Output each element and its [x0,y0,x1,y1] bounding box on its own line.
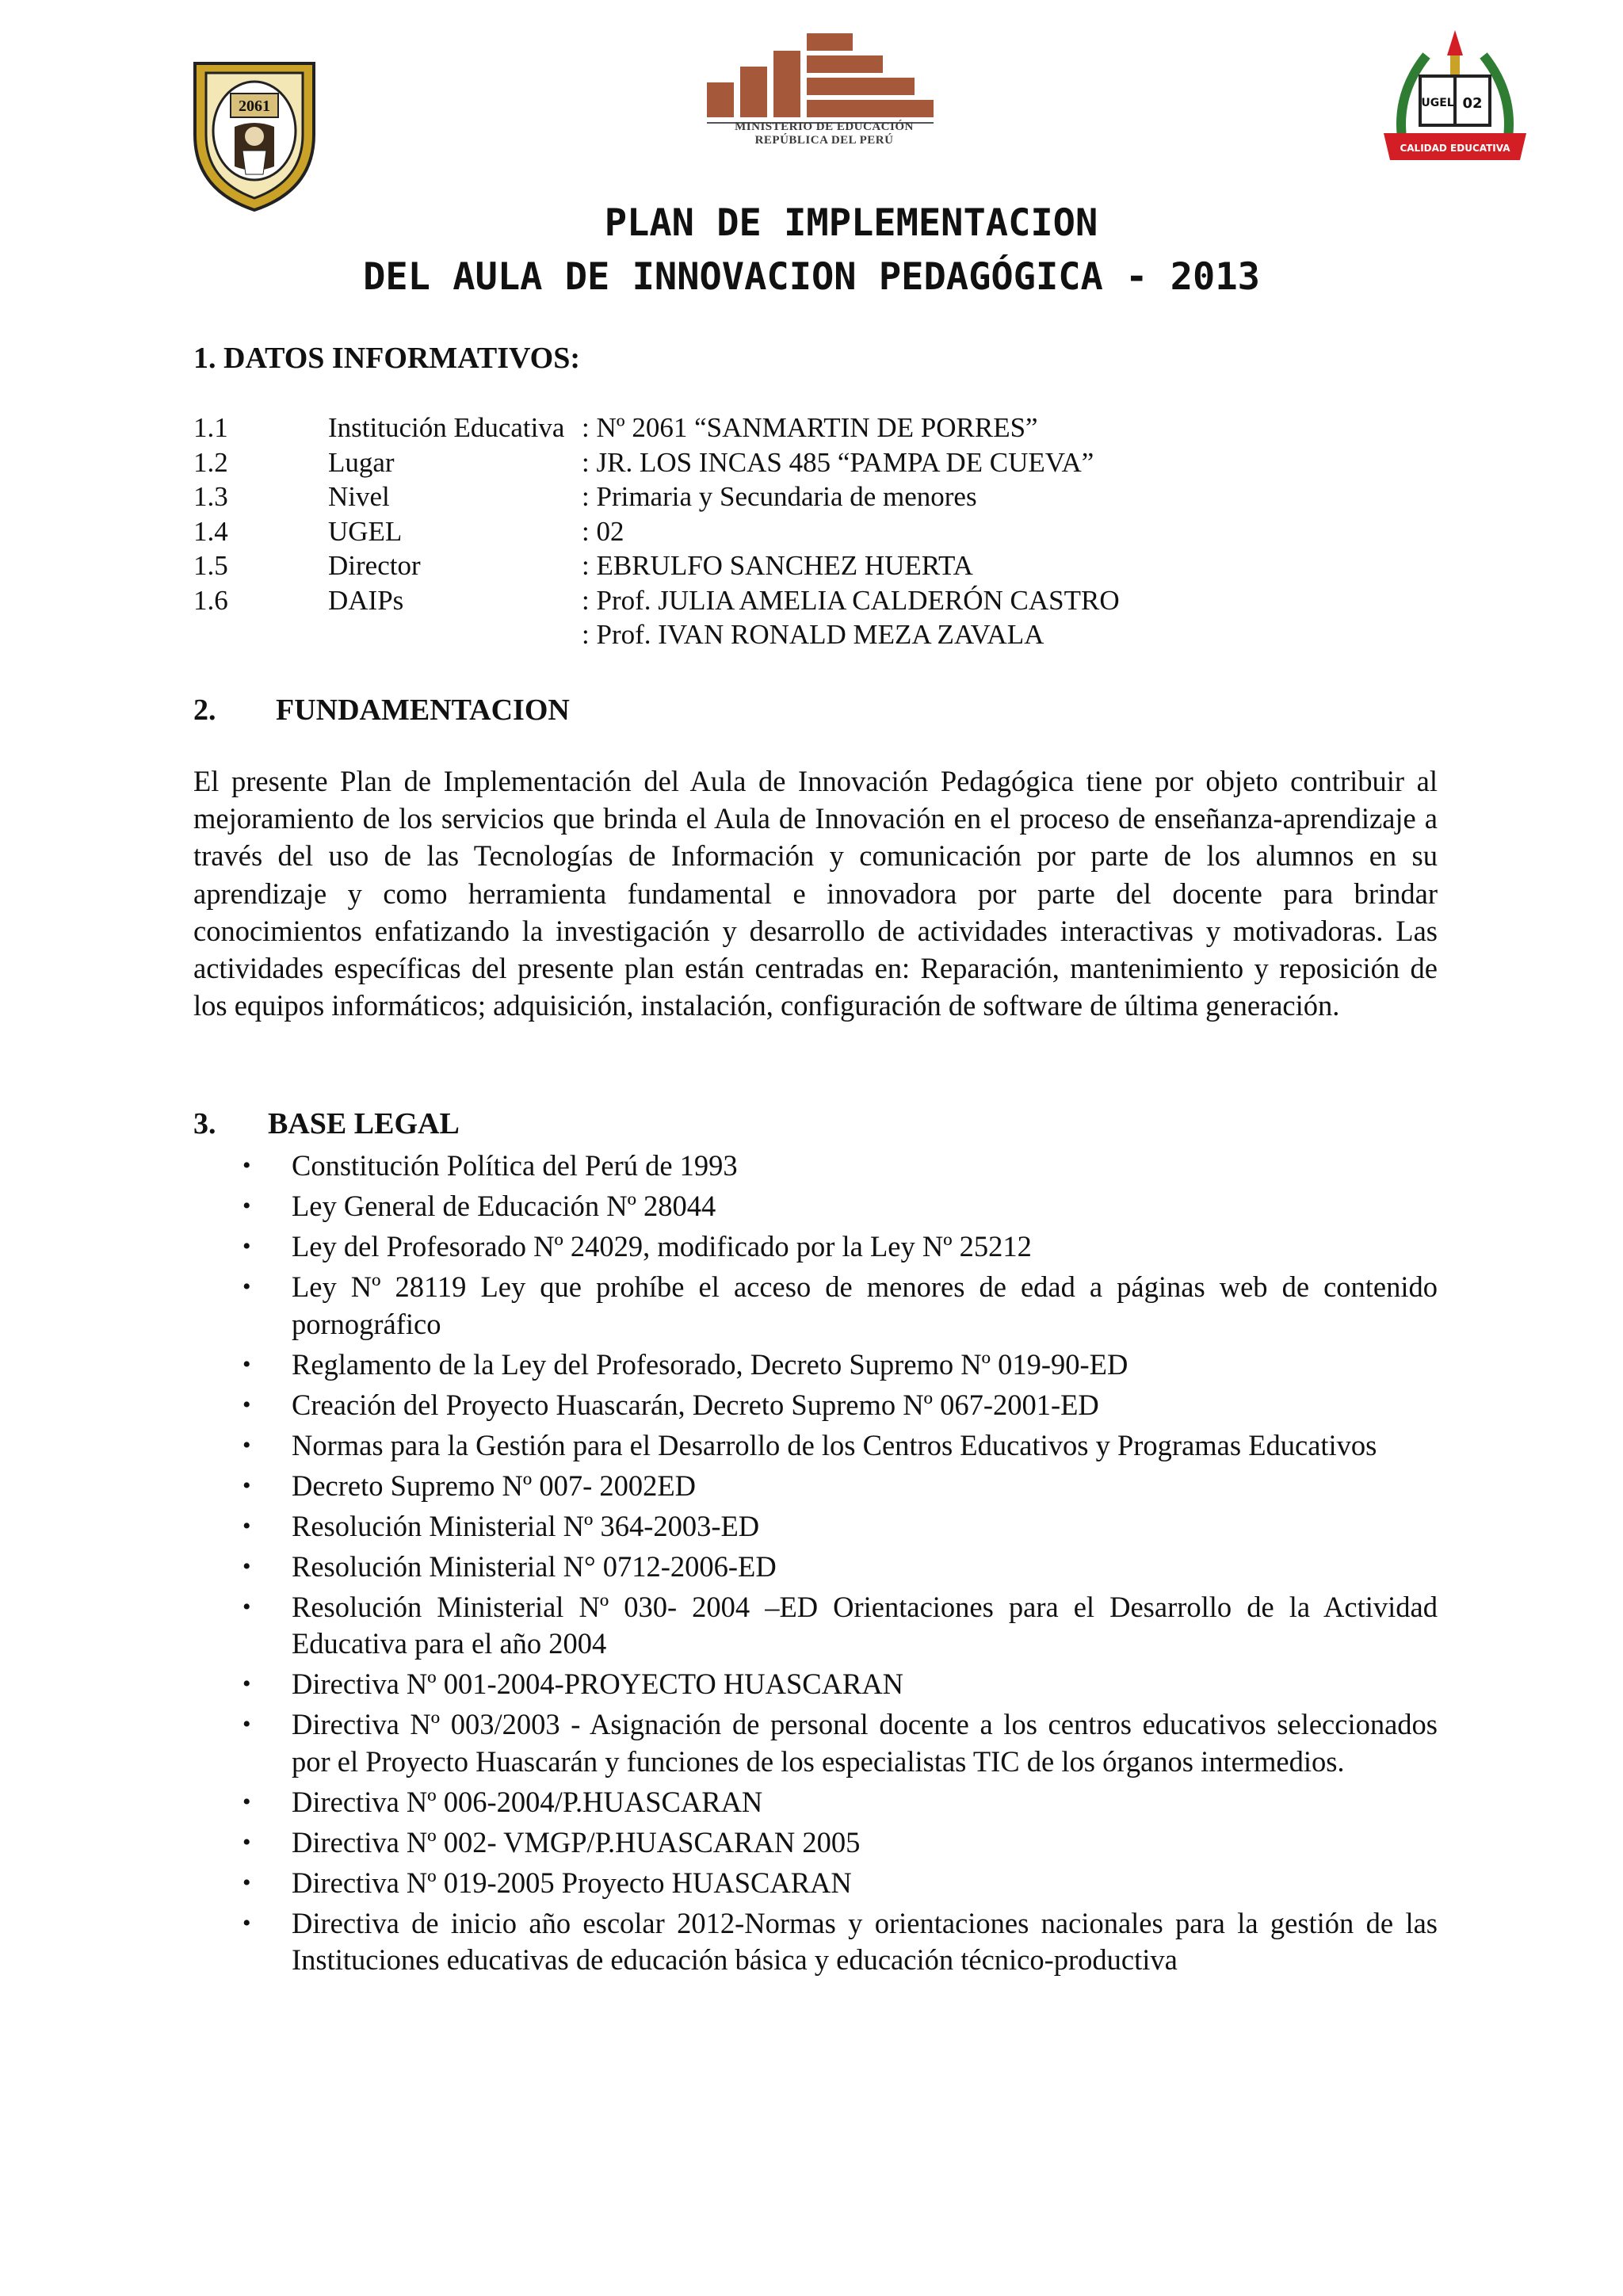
seal-number: 2061 [239,97,270,115]
page-title-line2: DEL AULA DE INNOVACION PEDAGÓGICA - 2013 [363,255,1260,299]
section3-title: BASE LEGAL [268,1107,460,1140]
logo-bar-6 [807,78,915,95]
list-item [193,1549,1438,1586]
logo-bar-3 [773,51,800,117]
bullet-icon: • [242,1350,251,1377]
list-item-text: Resolución Ministerial Nº 030- 2004 –ED Orientaciones para el Desarrollo de la Actividad Educativa para el año 2004 [292,1590,1438,1660]
info-value: : Primaria y Secundaria de menores [582,481,977,512]
list-item-text: Directiva Nº 003/2003 - Asignación de personal docente a los centros educativos seleccionados por el Proyecto Huascarán y funciones de los especialistas TIC de los órganos intermedios. [292,1708,1438,1778]
info-row [193,548,1461,583]
list-item-text: Normas para la Gestión para el Desarrollo de los Centros Educativos y Programas Educativos [292,1428,1377,1461]
legal-list [193,1148,1438,1982]
ugel-logo [1379,24,1531,166]
page-title-line1: PLAN DE IMPLEMENTACION [604,201,1098,245]
info-num: 1.2 [193,446,228,478]
info-row [193,411,1461,445]
info-label: Lugar [328,446,395,478]
bullet-icon: • [242,1711,251,1737]
list-item [193,1784,1438,1821]
section1-heading: 1. DATOS INFORMATIVOS: [193,342,581,375]
list-item-text: Ley General de Educación Nº 28044 [292,1190,716,1222]
info-num: 1.4 [193,515,228,547]
list-item-text: Resolución Ministerial Nº 364-2003-ED [292,1509,760,1542]
info-num: 1.3 [193,481,228,512]
info-label: Director [328,550,421,581]
bullet-icon: • [242,1671,251,1697]
list-item-text: Directiva Nº 019-2005 Proyecto HUASCARAN [292,1866,852,1899]
bullet-icon: • [242,1391,251,1418]
bullet-icon: • [242,1593,251,1620]
info-value: : Prof. IVAN RONALD MEZA ZAVALA [582,619,1044,650]
list-item [193,1427,1438,1465]
info-value: : Nº 2061 “SANMARTIN DE PORRES” [582,412,1038,443]
info-row [193,479,1461,514]
list-item-text: Directiva de inicio año escolar 2012-Normas y orientaciones nacionales para la gestión de las Instituciones educativas de educación básica y educación técnico-productiva [292,1906,1438,1976]
logo-bar-2 [740,67,767,117]
list-item [193,1468,1438,1505]
ugel-number: 02 [1462,95,1483,112]
logo-bar-7 [807,100,934,117]
section2-number: 2. [193,693,216,727]
bullet-icon: • [242,1233,251,1259]
ministry-caption-line2: REPÚBLICA DEL PERÚ [754,134,894,147]
info-value: : 02 [582,515,624,547]
section3-heading [193,1106,460,1141]
list-item [193,1824,1438,1862]
section2-title: FUNDAMENTACION [276,693,570,727]
bullet-icon: • [242,1193,251,1219]
section3-number: 3. [193,1107,216,1140]
list-item-text: Directiva Nº 001-2004-PROYECTO HUASCARAN [292,1668,904,1700]
list-item [193,1865,1438,1902]
list-item [193,1347,1438,1384]
list-item-text: Ley Nº 28119 Ley que prohíbe el acceso de menores de edad a páginas web de contenido pornográfico [292,1270,1438,1340]
logo-bar-5 [807,55,883,73]
info-value: : EBRULFO SANCHEZ HUERTA [582,550,973,581]
info-value: : JR. LOS INCAS 485 “PAMPA DE CUEVA” [582,446,1094,478]
info-label: Nivel [328,481,390,512]
bullet-icon: • [242,1431,251,1458]
bullet-icon: • [242,1274,251,1300]
list-item [193,1188,1438,1225]
bullet-icon: • [242,1512,251,1539]
info-label: Institución Educativa [328,412,565,443]
info-row [193,583,1461,618]
list-item [193,1228,1438,1266]
info-row [193,617,1461,652]
section2-heading [193,693,570,728]
bullet-icon: • [242,1553,251,1580]
list-item [193,1589,1438,1663]
info-row [193,445,1461,480]
list-item [193,1706,1438,1780]
school-seal-logo [187,48,322,214]
bullet-icon: • [242,1788,251,1815]
list-item-text: Constitución Política del Perú de 1993 [292,1149,738,1182]
info-table [193,411,1461,652]
list-item-text: Directiva Nº 002- VMGP/P.HUASCARAN 2005 [292,1825,861,1859]
bullet-icon: • [242,1869,251,1896]
info-num: 1.6 [193,584,228,616]
list-item [193,1269,1438,1343]
logo-bar-4 [807,33,853,51]
list-item-text: Ley del Profesorado Nº 24029, modificado por la Ley Nº 25212 [292,1230,1032,1263]
info-label: UGEL [328,515,403,547]
bullet-icon: • [242,1152,251,1179]
logo-bar-1 [707,82,734,117]
bullet-icon: • [242,1909,251,1936]
ministry-caption [705,120,943,147]
list-item-text: Reglamento de la Ley del Profesorado, Decreto Supremo Nº 019-90-ED [292,1347,1128,1381]
list-item-text: Resolución Ministerial N° 0712-2006-ED [292,1549,777,1583]
list-item-text: Creación del Proyecto Huascarán, Decreto Supremo Nº 067-2001-ED [292,1388,1099,1421]
bullet-icon: • [242,1472,251,1499]
info-label: DAIPs [328,584,404,616]
list-item-text: Directiva Nº 006-2004/P.HUASCARAN [292,1785,763,1818]
ugel-text: UGEL [1421,97,1454,109]
info-row [193,514,1461,549]
ugel-ribbon-text: CALIDAD EDUCATIVA [1400,143,1510,154]
section2-paragraph: El presente Plan de Implementación del Aula de Innovación Pedagógica tiene por objeto contribuir al mejoramiento de los servicios que brinda el Aula de Innovación en el proceso de enseñanza-aprendizaje a través del uso de las Tecnologías de Información y comunicación por parte de los alumnos en su aprendizaje y como herramienta fundamental e innovadora por parte del docente para brindar conocimientos enfatizando la investigación y desarrollo de actividades interactivas y motivadoras. Las actividades específicas del presente plan están centradas en: Reparación, mantenimiento y reposición de los equipos informáticos; adquisición, instalación, configuración de software de última generación. [193,765,1438,1022]
info-num: 1.1 [193,412,228,443]
info-num: 1.5 [193,550,228,581]
bullet-icon: • [242,1828,251,1855]
info-value: : Prof. JULIA AMELIA CALDERÓN CASTRO [582,584,1120,616]
list-item [193,1148,1438,1185]
list-item-text: Decreto Supremo Nº 007- 2002ED [292,1469,697,1502]
list-item [193,1905,1438,1979]
list-item [193,1387,1438,1424]
list-item [193,1508,1438,1545]
ministry-caption-line1: MINISTERIO DE EDUCACIÓN [735,120,914,133]
list-item [193,1666,1438,1703]
